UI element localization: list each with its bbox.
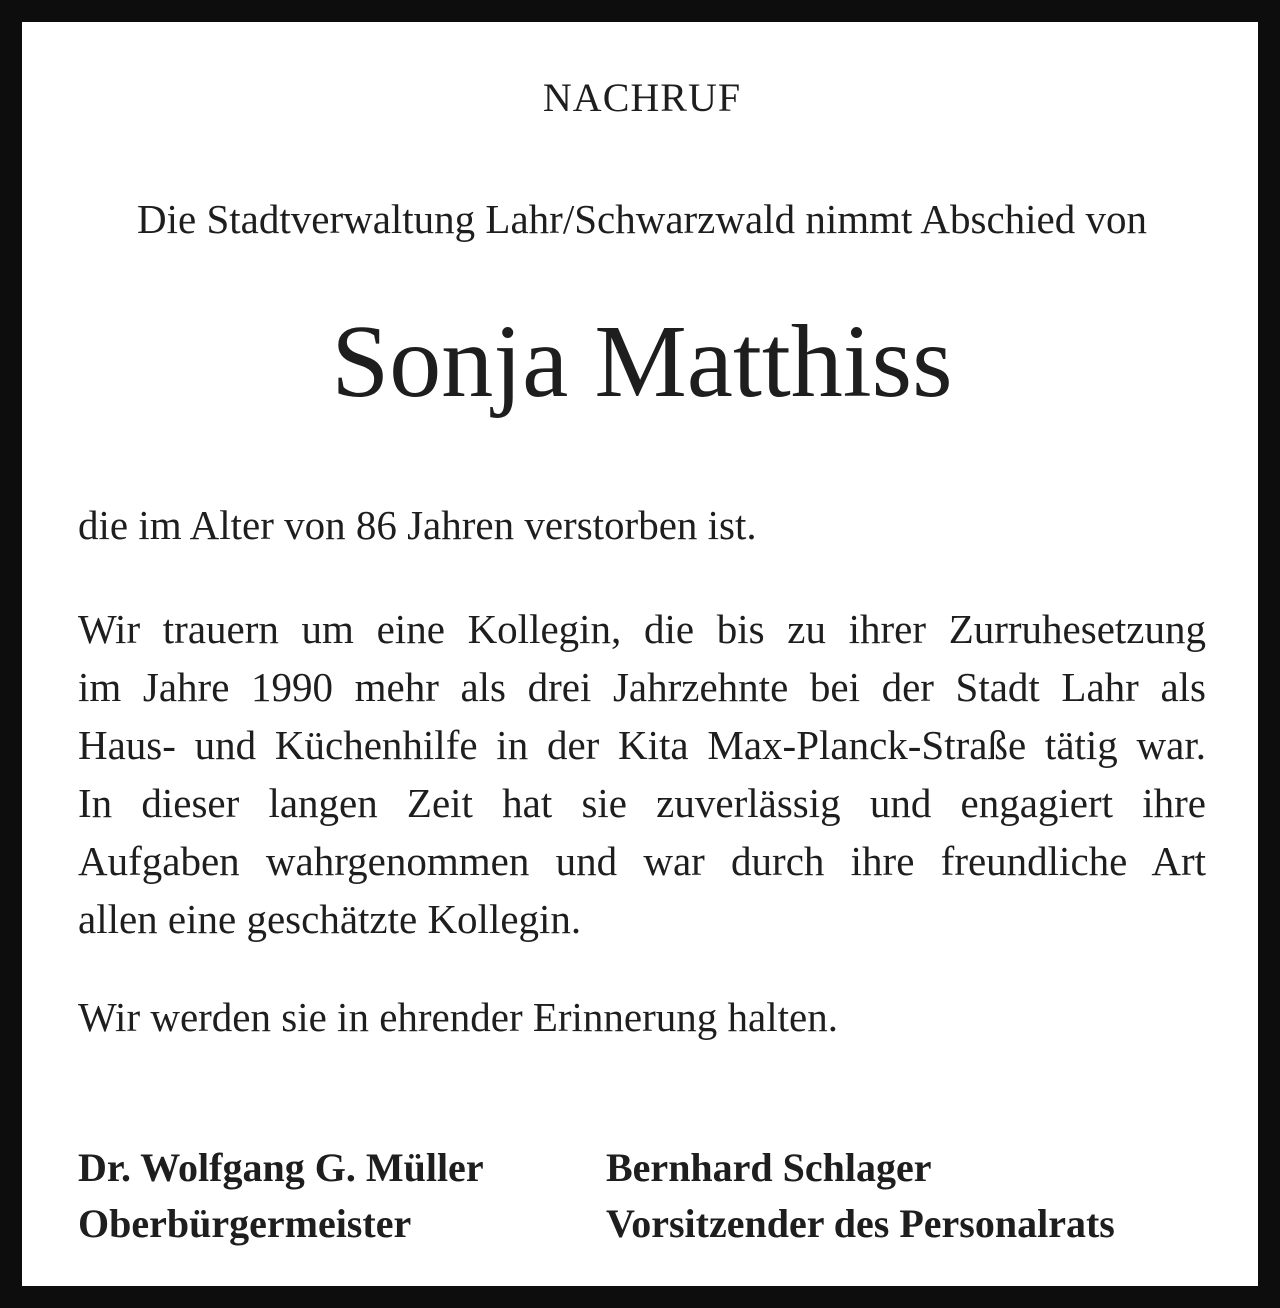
age-line: die im Alter von 86 Jahren verstorben ist. bbox=[78, 502, 757, 548]
tribute-line: Aufgaben wahrgenommen und war durch ihre freundliche Art bbox=[78, 838, 1206, 884]
tribute-line: Haus- und Küchenhilfe in der Kita Max-Planck-Straße tätig war. bbox=[78, 722, 1206, 768]
tribute-line: im Jahre 1990 mehr als drei Jahrzehnte bei der Stadt Lahr als bbox=[78, 664, 1206, 710]
tribute-paragraph bbox=[78, 600, 1206, 948]
tribute-line: In dieser langen Zeit hat sie zuverlässig und engagiert ihre bbox=[78, 780, 1206, 826]
closing-line: Wir werden sie in ehrender Erinnerung halten. bbox=[78, 994, 838, 1040]
signatory-mayor bbox=[78, 1140, 484, 1252]
signatory-title: Oberbürgermeister bbox=[78, 1201, 412, 1246]
obituary-heading: NACHRUF bbox=[542, 75, 742, 120]
tribute-line: Wir trauern um eine Kollegin, die bis zu ihrer Zurruhesetzung bbox=[78, 606, 1206, 652]
signatory-title: Vorsitzender des Personalrats bbox=[606, 1201, 1115, 1246]
signatory-name: Dr. Wolfgang G. Müller bbox=[78, 1145, 484, 1190]
tribute-line: allen eine geschätzte Kollegin. bbox=[78, 896, 582, 942]
signatory-name: Bernhard Schlager bbox=[606, 1145, 932, 1190]
signatory-staff-council bbox=[606, 1140, 1115, 1252]
intro-line: Die Stadtverwaltung Lahr/Schwarzwald nimmt Abschied von bbox=[137, 196, 1147, 242]
deceased-name: Sonja Matthiss bbox=[331, 304, 953, 419]
